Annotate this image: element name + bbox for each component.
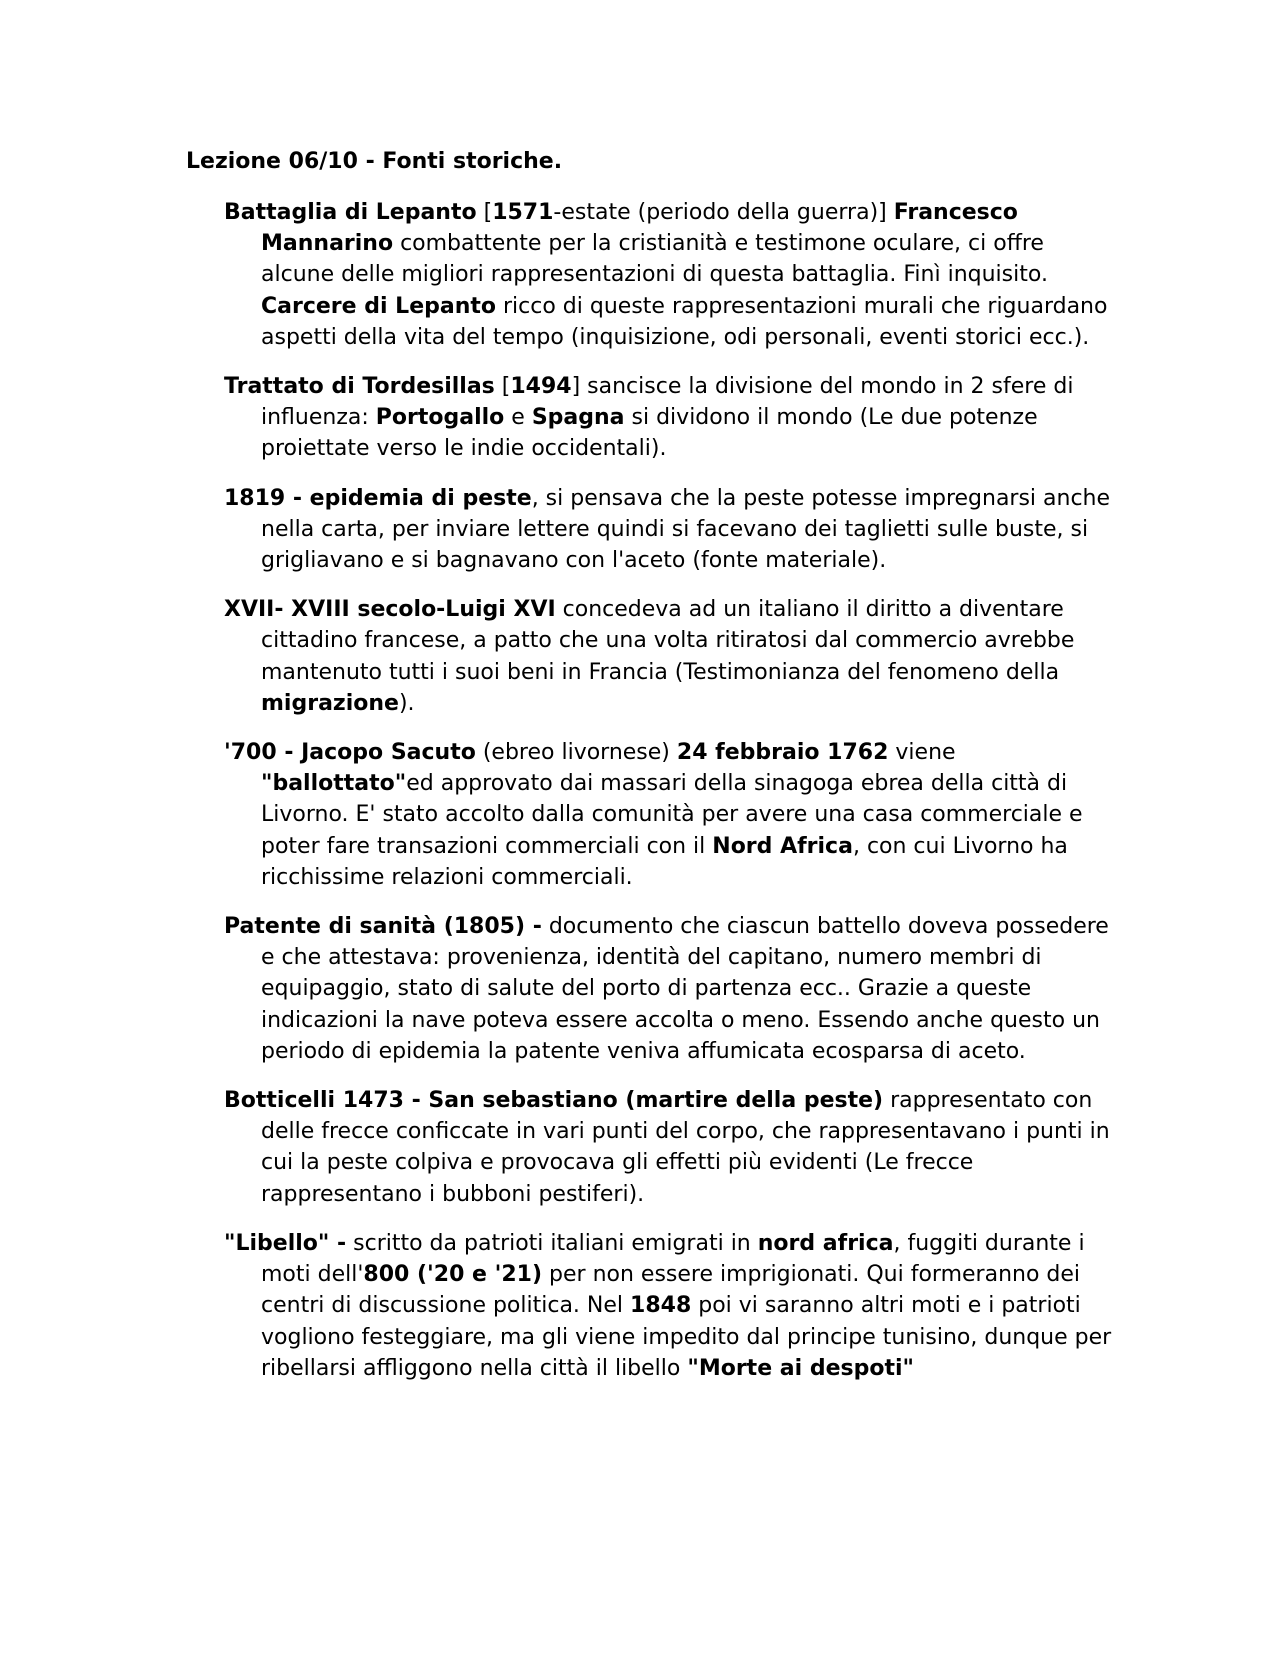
bold-text-run: '700 - Jacopo Sacuto [224,740,476,766]
note-paragraph [224,371,1124,465]
bold-text-run: "Morte ai despoti" [687,1355,914,1381]
text-run: , con cui Livorno ha ricchissime relazioni commerciali. [261,833,1068,890]
bold-text-run: 1819 - epidemia di peste [224,485,532,511]
note-paragraph [224,483,1124,577]
bold-text-run: 1494 [510,374,572,400]
note-paragraph [224,197,1124,353]
note-paragraph [224,1085,1124,1210]
page-title: Lezione 06/10 - Fonti storiche. [186,149,563,174]
text-run: per non essere imprigionati. Qui formeranno dei centri di discussione politica. Nel [261,1262,1081,1319]
bold-text-run: Botticelli 1473 - San sebastiano (martire della peste) [224,1088,884,1114]
text-run: rappresentato con delle frecce conficcate in vari punti del corpo, che rappresentavano i punti in cui la peste colpiva e provocava gli effetti più evidenti (Le frecce rappresentano i bubboni pestiferi). [261,1088,1110,1207]
bold-text-run: 1571 [492,200,554,225]
text-run: ] sancisce la divisione del mondo in 2 sfere di influenza: [261,374,1074,431]
note-paragraph [224,594,1124,719]
text-run: [ [476,200,493,225]
text-run: poi vi saranno altri moti e i patrioti vogliono festeggiare, ma gli viene impedito dal principe tunisino, dunque per ribellarsi affliggono nella città il libello [261,1293,1112,1381]
text-run: combattente per la cristianità e testimone oculare, ci offre alcune delle migliori rappresentazioni di questa battaglia. Finì inquisito. [261,231,1048,288]
text-run: documento che ciascun battello doveva possedere e che attestava: provenienza, identità del capitano, numero membri di equipaggio, stato di salute del porto di partenza ecc.. Grazie a queste indicazioni la nave poteva essere accolta o meno. Essendo anche questo un periodo di epidemia la patente veniva affumicata ecosparsa di aceto. [261,914,1109,1064]
bold-text-run: Portogallo [375,405,505,431]
notes-list [224,197,1124,1402]
bold-text-run: Carcere di Lepanto [261,293,497,319]
text-run: , si pensava che la peste potesse impregnarsi anche nella carta, per inviare lettere quindi si facevano dei taglietti sulle buste, si grigliavano e si bagnavano con l'aceto (fonte materiale). [261,485,1111,574]
text-run: viene [888,740,956,766]
bold-text-run: Spagna [531,405,625,431]
text-run: -estate (periodo della guerra)] [553,200,894,225]
text-run: ed approvato dai massari della sinagoga ebrea della città di Livorno. E' stato accolto dalla comunità per avere una casa commerciale e poter fare transazioni commerciali con il [261,771,1083,859]
bold-text-run: Patente di sanità (1805) - [224,914,542,940]
bold-text-run: Nord Africa [712,833,853,859]
note-paragraph [224,737,1124,893]
bold-text-run: 24 febbraio 1762 [676,740,889,766]
text-run: ). [398,690,415,716]
bold-text-run: nord africa [757,1230,894,1256]
text-run: [ [494,374,511,400]
bold-text-run: "Libello" - [224,1230,347,1256]
text-run: scritto da patrioti italiani emigrati in [346,1230,758,1256]
text-run: , fuggiti durante i moti dell' [261,1230,1085,1288]
text-run: ricco di queste rappresentazioni murali che riguardano aspetti della vita del tempo (inquisizione, odi personali, eventi storici ecc.). [261,293,1108,350]
text-run: concedeva ad un italiano il diritto a diventare cittadino francese, a patto che una volta ritiratosi dal commercio avrebbe mantenuto tutti i suoi beni in Francia (Testimonianza del fenomeno della [261,597,1075,685]
bold-text-run: "ballottato" [261,771,407,797]
bold-text-run: migrazione [261,690,399,716]
bold-text-run: Battaglia di Lepanto [224,200,477,225]
note-paragraph [224,911,1124,1067]
text-run: e [504,405,532,431]
note-paragraph [224,1228,1124,1384]
bold-text-run: Francesco Mannarino [261,200,1018,257]
bold-text-run: 1848 [630,1293,692,1319]
bold-text-run: Trattato di Tordesillas [224,374,495,400]
text-run: si dividono il mondo (Le due potenze proiettate verso le indie occidentali). [261,405,1038,462]
bold-text-run: XVII- XVIII secolo-Luigi XVI [224,597,556,623]
text-run: (ebreo livornese) [475,740,677,766]
bold-text-run: 800 ('20 e '21) [363,1262,543,1288]
